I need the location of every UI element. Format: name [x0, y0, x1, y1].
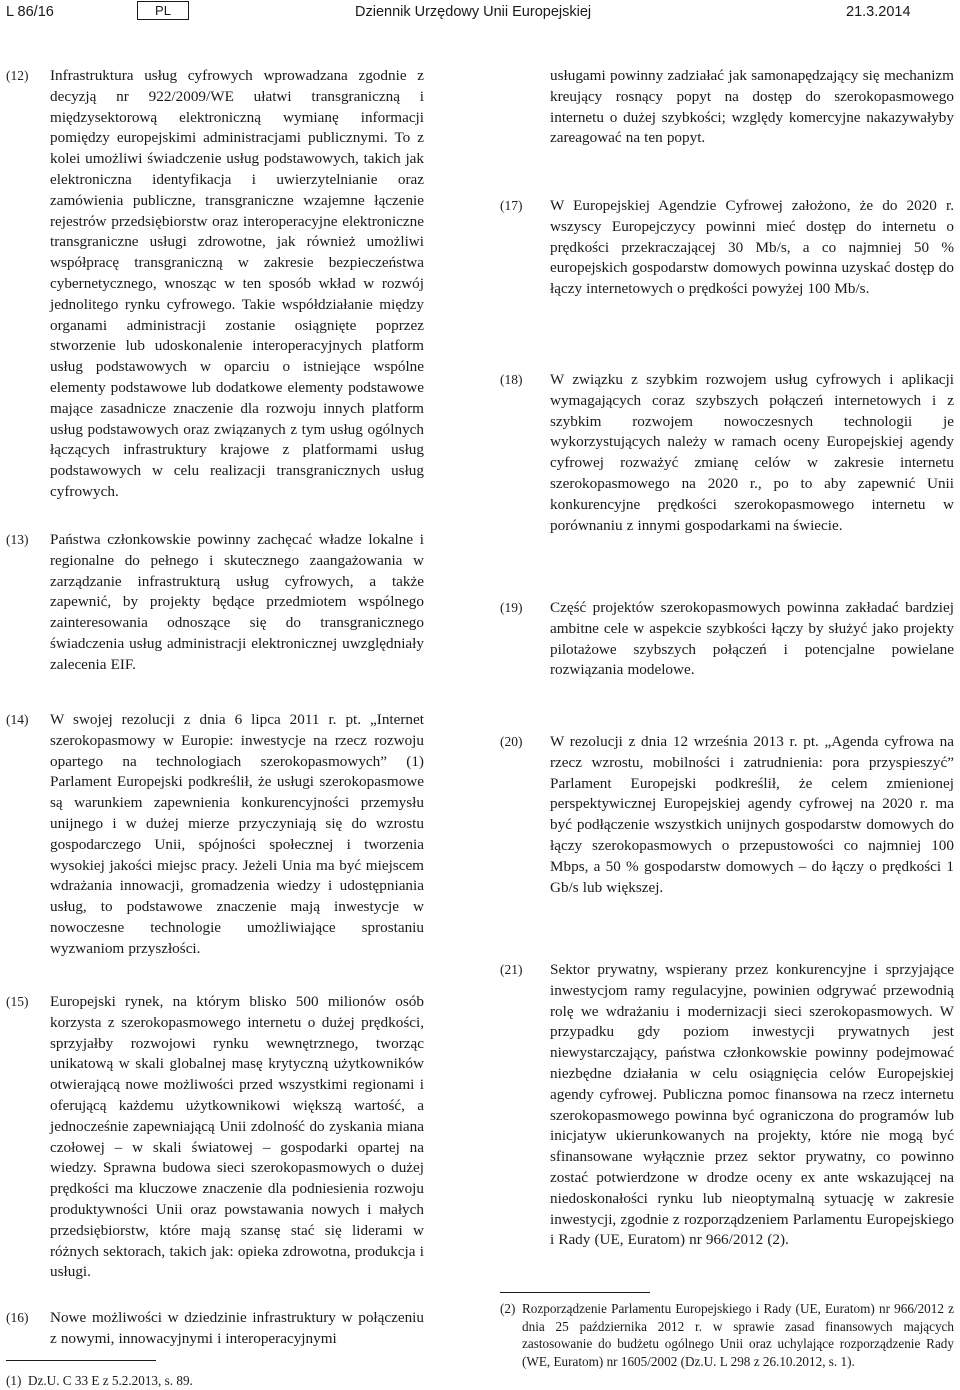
recital-text: Infrastruktura usług cyfrowych wprowadzana zgodnie z decyzją nr 922/2009/WE ułatwi transgraniczną i międzysektorową elektroniczną wymianę informacji pomiędzy europejskimi administracjami publicznymi. To z kolei umożliwi świadczenie usług podstawowych, takich jak elektroniczna identyfikacja i uwierzytelnianie oraz zamówienia publiczne, transgraniczne wzajemne łączenie rejestrów przedsiębiorstw oraz interoperacyjne elektroniczne transgraniczne usługi zdrowotne, jak również umożliwi współpracę transgraniczną w zakresie bezpieczeństwa cybernetycznego, wnosząc w ten sposób wkład w rozwój jednolitego rynku cyfrowego. Takie współdziałanie między organami administracji zostanie osiągnięte poprzez stworzenie lub udoskonalenie interoperacyjnych platform usług podstawowych w oparciu o istniejące wspólne elementy podstawowe lub dodatkowe elementy podstawowe mające zasadnicze znaczenie dla rozwoju innych platform usług podstawowych oraz związanych z tym usług ogólnych łączących infrastruktury krajowe z platformami usług podstawowych w celu realizacji transgranicznych usług cyfrowych. [50, 67, 424, 500]
language-badge: PL [137, 1, 189, 20]
right-column [500, 0, 954, 1390]
recital-text [50, 710, 424, 960]
recital-number: (17) [500, 198, 523, 213]
left-column [6, 0, 424, 1390]
recital-text: W związku z szybkim rozwojem usług cyfrowych i aplikacji wymagających coraz szybszych połączeń internetowych i z szybkim rozwojem nowoczesnych technologii je wykorzystujących należy w ramach oceny Europejskiej agendy cyfrowej rozważyć zmianę celów w zakresie internetu szerokopasmowego na 2020 r., po to aby zapewnić Unii konkurencyjne prędkości szerokopasmowego internetu w porównaniu z innymi gospodarkami na świecie. [550, 371, 954, 534]
recital-text: W rezolucji z dnia 12 września 2013 r. pt. „Agenda cyfrowa na rzecz wzrostu, mobilności i zatrudnienia: pora przyspieszyć” Parlament Europejski podkreślił, że celem zmienionej perspektywicznej Europejskiej agendy cyfrowej na 2020 r. ma być podłączenie wszystkich unijnych gospodarstw domowych do łączy szerokopasmowych o przepustowości co najmniej 100 Mbps, a 50 % gospodarstw domowych – do łączy o prędkości 1 Gb/s lub większej. [550, 733, 954, 896]
recital-number: (20) [500, 734, 523, 749]
page-number: L 86/16 [6, 4, 54, 20]
recital-text: Państwa członkowskie powinny zachęcać władze lokalne i regionalne do pełnego i skutecznego zaangażowania w zarządzanie infrastrukturą usług cyfrowych, a także zapewnić, by projekty będące przedmiotem wspólnego zainteresowania odnoszące się do transgranicznego świadczenia usług administracji elektronicznej uwzględniały zalecenia EIF. [50, 531, 424, 673]
recital-number: (16) [6, 1310, 29, 1325]
recital-text-part: W swojej rezolucji z dnia 6 lipca 2011 r. pt. „Internet szerokopasmowy w Europie: inwestycje na rzecz rozwoju opartego na technologiach szerokopasmowych” (1) Parlament Europejski podkreślił, że usługi szerokopasmowe są warunkiem zapewnienia konkurencyjności przemysłu unijnego i w dużej mierze przyczyniają się do wzrostu gospodarczego Unii, spójności społecznej i tworzenia wysokiej jakości miejsc pracy. Jeżeli Unia ma być miejscem wdrażania innowacji, gromadzenia wiedzy i udostępniania usług, to podstawowe znaczenie mają inwestycje w nowoczesne technologie umożliwiające sprostaniu wyzwaniom przyszłości. [50, 711, 424, 957]
footnote-text: Rozporządzenie Parlamentu Europejskiego i Rady (UE, Euratom) nr 966/2012 z dnia 25 października 2012 r. w sprawie zasad finansowych mających zastosowanie do budżetu ogólnego Unii oraz uchylające rozporządzenie Rady (WE, Euratom) nr 1605/2002 (Dz.U. L 298 z 26.10.2012, s. 1). [522, 1301, 954, 1369]
recital-text: Sektor prywatny, wspierany przez konkurencyjne i sprzyjające inwestycjom ramy regulacyjne, powinien odgrywać przewodnią rolę we wdrażaniu i modernizacji sieci szerokopasmowych. W przypadku gdy poziom inwestycji prywatnych jest niewystarczający, państwa członkowskie powinny podejmować niezbędne działania w celu osiągnięcia celów Europejskiej agendy cyfrowej. Publiczna pomoc finansowa na rzecz internetu szerokopasmowego powinna być ograniczona do programów lub inicjatyw ukierunkowanych na projekty, które nie mogą być sfinansowane wyłącznie przez sektor prywatny, co powinno zostać potwierdzone w drodze oceny ex ante wskazującej na niedoskonałości rynku lub nieoptymalną sytuację w zakresie inwestycji, zgodnie z rozporządzeniem Parlamentu Europejskiego i Rady (UE, Euratom) nr 966/2012 (2). [550, 961, 954, 1249]
recital-number: (15) [6, 994, 29, 1009]
recital-text: usługami powinny zadziałać jak samonapędzający się mechanizm kreujący rosnący popyt na dostęp do szerokopasmowego internetu o dużej szybkości; względy komercyjne nakazywałyby zareagować na ten popyt. [550, 67, 954, 147]
footnote-number: (2) [500, 1301, 516, 1316]
recital-number: (13) [6, 532, 29, 547]
recital-number: (21) [500, 962, 523, 977]
footnote-number: (1) [6, 1373, 22, 1388]
recital-text: Część projektów szerokopasmowych powinna zakładać bardziej ambitne cele w aspekcie szybkości łączy by służyć jako projekty pilotażowe szybszych połączeń i potencjalne powielane rozwiązania modelowe. [550, 599, 954, 679]
recital-number: (12) [6, 68, 29, 83]
recital-text: Nowe możliwości w dziedzinie infrastruktury w połączeniu z nowymi, innowacyjnymi i interoperacyjnymi [50, 1309, 424, 1347]
recital-text: Europejski rynek, na którym blisko 500 milionów osób korzysta z szerokopasmowego internetu o dużej prędkości, sprzyjałby rozwojowi rynku wewnętrznego, tworząc unikatową w skali globalnej masę krytyczną użytkowników otwierającą nowe możliwości przed wszystkimi regionami i oferującą każdemu użytkownikowi większą wartość, a jednocześnie zapewniającą Unii zdolność do zyskania miana czołowej – w skali światowej – gospodarki opartej na wiedzy. Sprawna budowa sieci szerokopasmowych o dużej prędkości ma kluczowe znaczenie dla podniesienia rozwoju produktywności Unii oraz powstawania nowych i małych przedsiębiorstw, które mają szansę stać się liderami w różnych sektorach, takich jak: opieka zdrowotna, produkcja i usługi. [50, 993, 424, 1281]
footnote-text: Dz.U. C 33 E z 5.2.2013, s. 89. [28, 1373, 193, 1388]
publication-date: 21.3.2014 [846, 4, 911, 20]
footnote-rule-left [6, 1360, 156, 1361]
journal-title: Dziennik Urzędowy Unii Europejskiej [355, 4, 592, 20]
recital-number: (19) [500, 600, 523, 615]
recital-number: (14) [6, 712, 29, 727]
recital-text: W Europejskiej Agendzie Cyfrowej założono, że do 2020 r. wszyscy Europejczycy powinni mieć dostęp do internetu o prędkości przekraczającej 30 Mb/s, a co najmniej 50 % europejskich gospodarstw domowych powinna uzyskać dostęp do łączy internetowych o prędkości powyżej 100 Mb/s. [550, 197, 954, 298]
footnote-rule-right [500, 1292, 650, 1293]
recital-number: (18) [500, 372, 523, 387]
